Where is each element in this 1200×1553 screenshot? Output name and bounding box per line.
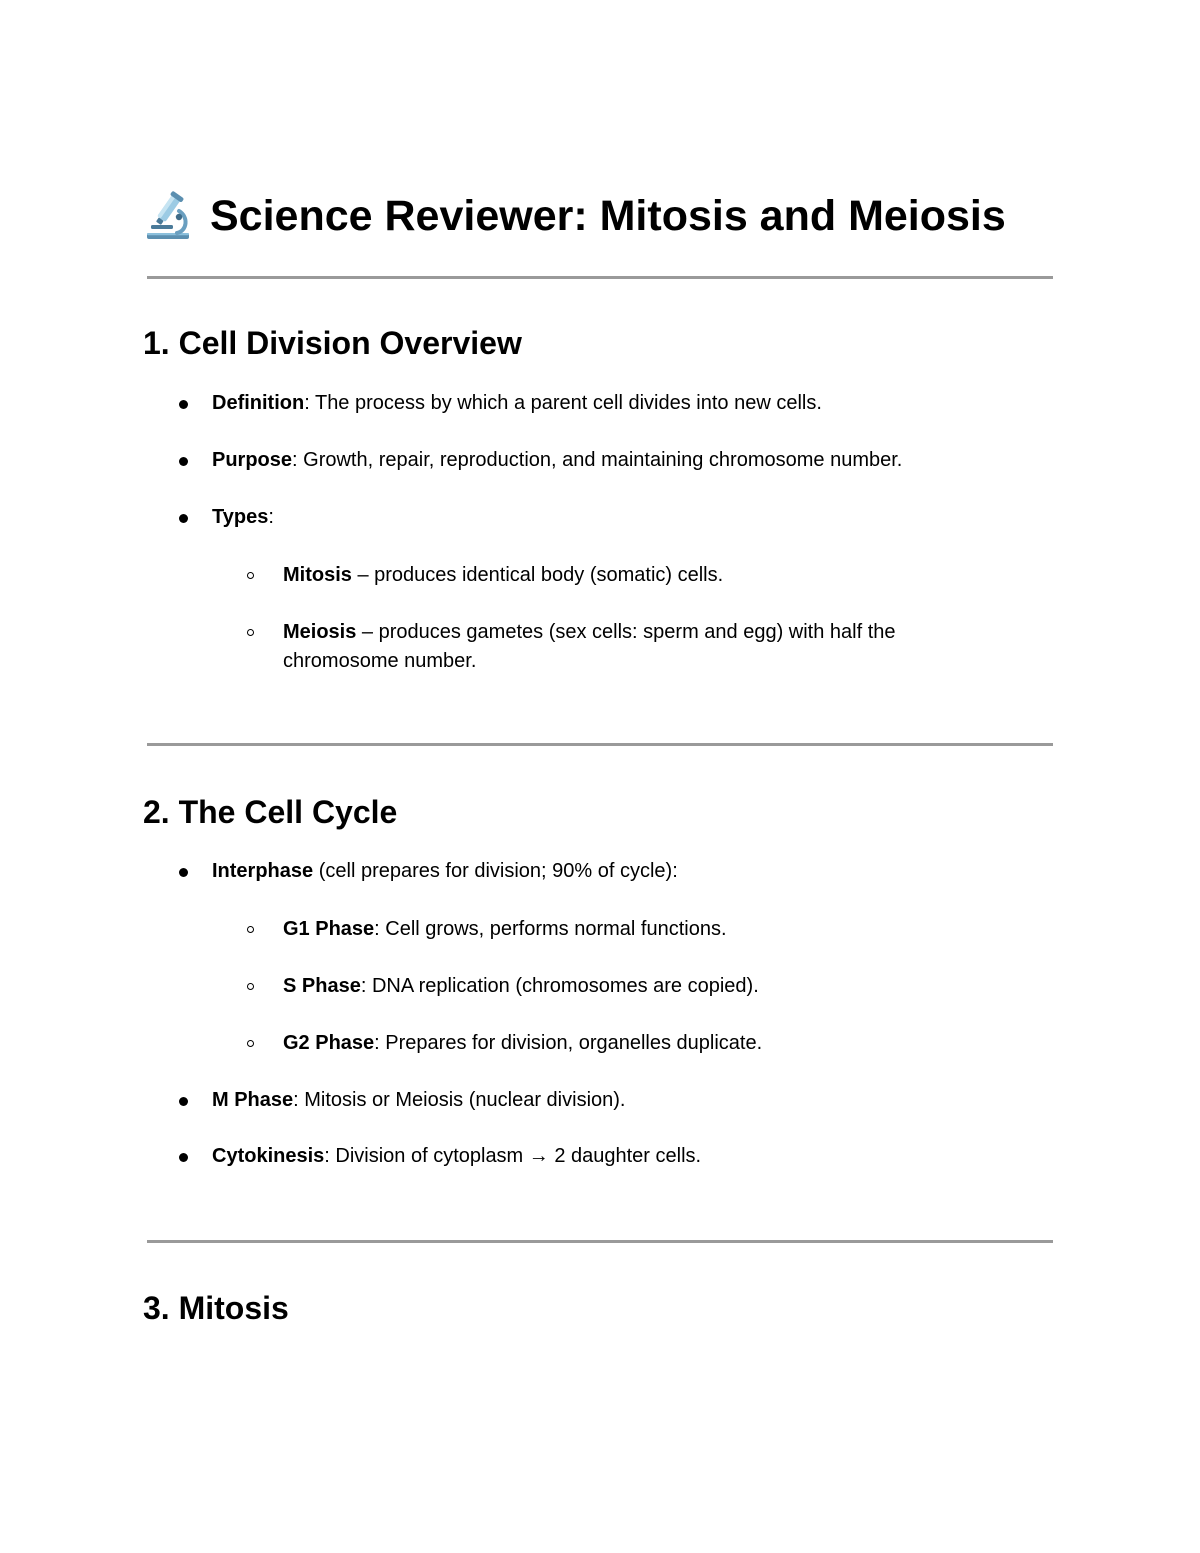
section-heading: 3. Mitosis (143, 1290, 289, 1326)
list-item (212, 1142, 1092, 1171)
list-item (212, 1086, 1092, 1115)
sub-list-item (283, 972, 983, 1001)
bullet-icon (179, 514, 188, 523)
item-label: Definition (212, 392, 305, 414)
bullet-icon (179, 1097, 188, 1106)
horizontal-rule (147, 1240, 1053, 1243)
sub-list-item (283, 618, 983, 676)
list-item (212, 446, 1092, 475)
sub-list-item (283, 915, 983, 944)
item-label: Meiosis (283, 621, 357, 643)
item-text: : Mitosis or Meiosis (nuclear division). (293, 1089, 626, 1111)
item-text: (cell prepares for division; 90% of cycle): (313, 860, 678, 882)
section-heading: 1. Cell Division Overview (143, 325, 522, 361)
item-label: G2 Phase (283, 1032, 375, 1054)
item-label: Mitosis (283, 564, 352, 586)
item-text: : The process by which a parent cell divides into new cells. (304, 392, 822, 414)
item-text: : Prepares for division, organelles duplicate. (374, 1032, 763, 1054)
item-text: : Growth, repair, reproduction, and maintaining chromosome number. (292, 449, 903, 471)
sub-list-item (283, 561, 983, 590)
document-title (143, 186, 1006, 246)
item-text: : DNA replication (chromosomes are copied). (360, 975, 759, 997)
item-label: G1 Phase (283, 918, 375, 940)
item-label: Purpose (212, 449, 293, 471)
item-text: : Division of cytoplasm → 2 daughter cells. (324, 1145, 702, 1167)
item-text: – produces identical body (somatic) cells. (351, 564, 724, 586)
document-title-text: Science Reviewer: Mitosis and Meiosis (210, 191, 1006, 240)
item-label: M Phase (212, 1089, 294, 1111)
item-label: Interphase (212, 860, 314, 882)
bullet-icon (179, 457, 188, 466)
hollow-bullet-icon (247, 926, 254, 933)
microscope-icon (143, 191, 193, 241)
bullet-icon (179, 1153, 188, 1162)
item-text: – produces gametes (sex cells: sperm and egg) with half the chromosome number. (283, 621, 896, 672)
list-item (212, 389, 1092, 418)
sub-list-item (283, 1029, 983, 1058)
horizontal-rule (147, 276, 1053, 279)
item-text: : Cell grows, performs normal functions. (374, 918, 727, 940)
hollow-bullet-icon (247, 983, 254, 990)
item-label: Cytokinesis (212, 1145, 325, 1167)
hollow-bullet-icon (247, 629, 254, 636)
item-label: Types (212, 506, 269, 528)
bullet-icon (179, 400, 188, 409)
bullet-icon (179, 868, 188, 877)
list-item (212, 503, 1092, 532)
horizontal-rule (147, 743, 1053, 746)
hollow-bullet-icon (247, 572, 254, 579)
item-text: : (268, 506, 274, 528)
list-item (212, 857, 1092, 886)
section-heading: 2. The Cell Cycle (143, 794, 398, 830)
hollow-bullet-icon (247, 1040, 254, 1047)
item-label: S Phase (283, 975, 361, 997)
